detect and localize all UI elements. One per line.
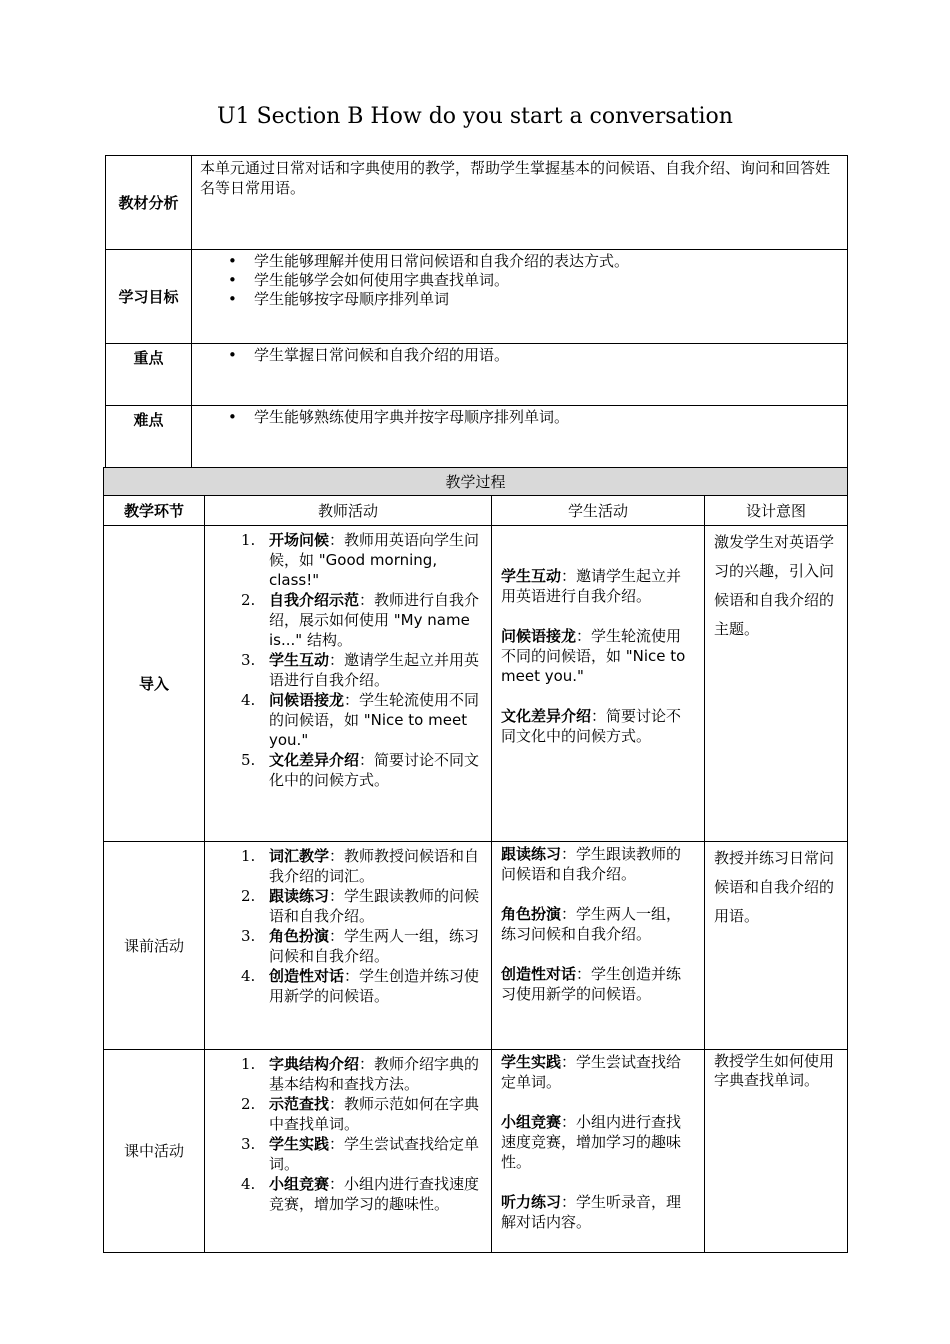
column-header: 教学环节 (104, 496, 205, 526)
list-item: 学生实践：学生尝试查找给定单词。 (501, 1053, 682, 1091)
list-item: 4. 问候语接龙：学生轮流使用不同的问候语，如 "Nice to meet you." (241, 691, 480, 749)
student-activity (492, 526, 705, 842)
student-activity (492, 1050, 705, 1253)
overview-table (105, 155, 848, 468)
design-intent: 教授学生如何使用字典查找单词。 (705, 1050, 848, 1253)
design-intent: 激发学生对英语学习的兴趣，引入问候语和自我介绍的主题。 (705, 526, 848, 842)
learning-goals (192, 250, 848, 344)
list-item: 4. 创造性对话：学生创造并练习使用新学的问候语。 (241, 967, 480, 1005)
list-item: 1. 开场问候：教师用英语向学生问候，如 "Good morning, class!" (241, 531, 480, 589)
overview-row (106, 406, 848, 468)
overview-row (106, 156, 848, 250)
list-item: 跟读练习：学生跟读教师的问候语和自我介绍。 (501, 845, 682, 883)
column-header: 教师活动 (205, 496, 492, 526)
process-header: 教学过程 (104, 468, 848, 496)
list-item: • 学生能够学会如何使用字典查找单词。 (192, 271, 847, 290)
column-header: 学生活动 (492, 496, 705, 526)
student-activity (492, 842, 705, 1050)
table-row (104, 526, 848, 842)
stage-name: 课前活动 (104, 842, 205, 1050)
row-label: 教材分析 (106, 156, 192, 250)
list-item: • 学生能够熟练使用字典并按字母顺序排列单词。 (192, 408, 847, 427)
list-item: 问候语接龙：学生轮流使用不同的问候语，如 "Nice to meet you." (501, 627, 686, 685)
row-label: 学习目标 (106, 250, 192, 344)
table-row (104, 1050, 848, 1253)
list-item: 小组竞赛：小组内进行查找速度竞赛，增加学习的趣味性。 (501, 1113, 682, 1171)
overview-row (106, 344, 848, 406)
page-title: U1 Section B How do you start a conversation (217, 104, 733, 129)
list-item: 2. 自我介绍示范：教师进行自我介绍，展示如何使用 "My name is..." 结构。 (241, 591, 480, 649)
list-item: 3. 角色扮演：学生两人一组，练习问候和自我介绍。 (241, 927, 480, 965)
teacher-activity (205, 1050, 492, 1253)
overview-row (106, 250, 848, 344)
list-item: • 学生能够按字母顺序排列单词 (192, 290, 847, 309)
list-item: 学生互动：邀请学生起立并用英语进行自我介绍。 (501, 567, 682, 605)
teacher-activity (205, 526, 492, 842)
process-table (103, 467, 848, 1253)
design-intent: 教授并练习日常问候语和自我介绍的用语。 (705, 842, 848, 1050)
list-item: 4. 小组竞赛：小组内进行查找速度竞赛，增加学习的趣味性。 (241, 1175, 480, 1213)
list-item: 角色扮演：学生两人一组，练习问候和自我介绍。 (501, 905, 682, 943)
list-item: 文化差异介绍：简要讨论不同文化中的问候方式。 (501, 707, 682, 745)
list-item: 听力练习：学生听录音，理解对话内容。 (501, 1193, 682, 1231)
teacher-activity (205, 842, 492, 1050)
list-item: 2. 示范查找：教师示范如何在字典中查找单词。 (241, 1095, 480, 1133)
list-item: 1. 字典结构介绍：教师介绍字典的基本结构和查找方法。 (241, 1055, 480, 1093)
list-item: • 学生掌握日常问候和自我介绍的用语。 (192, 346, 847, 365)
key-points (192, 344, 848, 406)
row-label: 重点 (106, 344, 192, 406)
list-item: 5. 文化差异介绍：简要讨论不同文化中的问候方式。 (241, 751, 480, 789)
list-item: 3. 学生互动：邀请学生起立并用英语进行自我介绍。 (241, 651, 480, 689)
material-analysis-text: 本单元通过日常对话和字典使用的教学，帮助学生掌握基本的问候语、自我介绍、询问和回答姓名等日常用语。 (192, 156, 848, 250)
table-row (104, 842, 848, 1050)
column-header: 设计意图 (705, 496, 848, 526)
stage-name: 导入 (104, 526, 205, 842)
column-headers (104, 496, 848, 526)
list-item: 创造性对话：学生创造并练习使用新学的问候语。 (501, 965, 682, 1003)
row-label: 难点 (106, 406, 192, 468)
stage-name: 课中活动 (104, 1050, 205, 1253)
list-item: • 学生能够理解并使用日常问候语和自我介绍的表达方式。 (192, 252, 847, 271)
difficult-points (192, 406, 848, 468)
list-item: 3. 学生实践：学生尝试查找给定单词。 (241, 1135, 480, 1173)
list-item: 1. 词汇教学：教师教授问候语和自我介绍的词汇。 (241, 847, 480, 885)
list-item: 2. 跟读练习：学生跟读教师的问候语和自我介绍。 (241, 887, 480, 925)
